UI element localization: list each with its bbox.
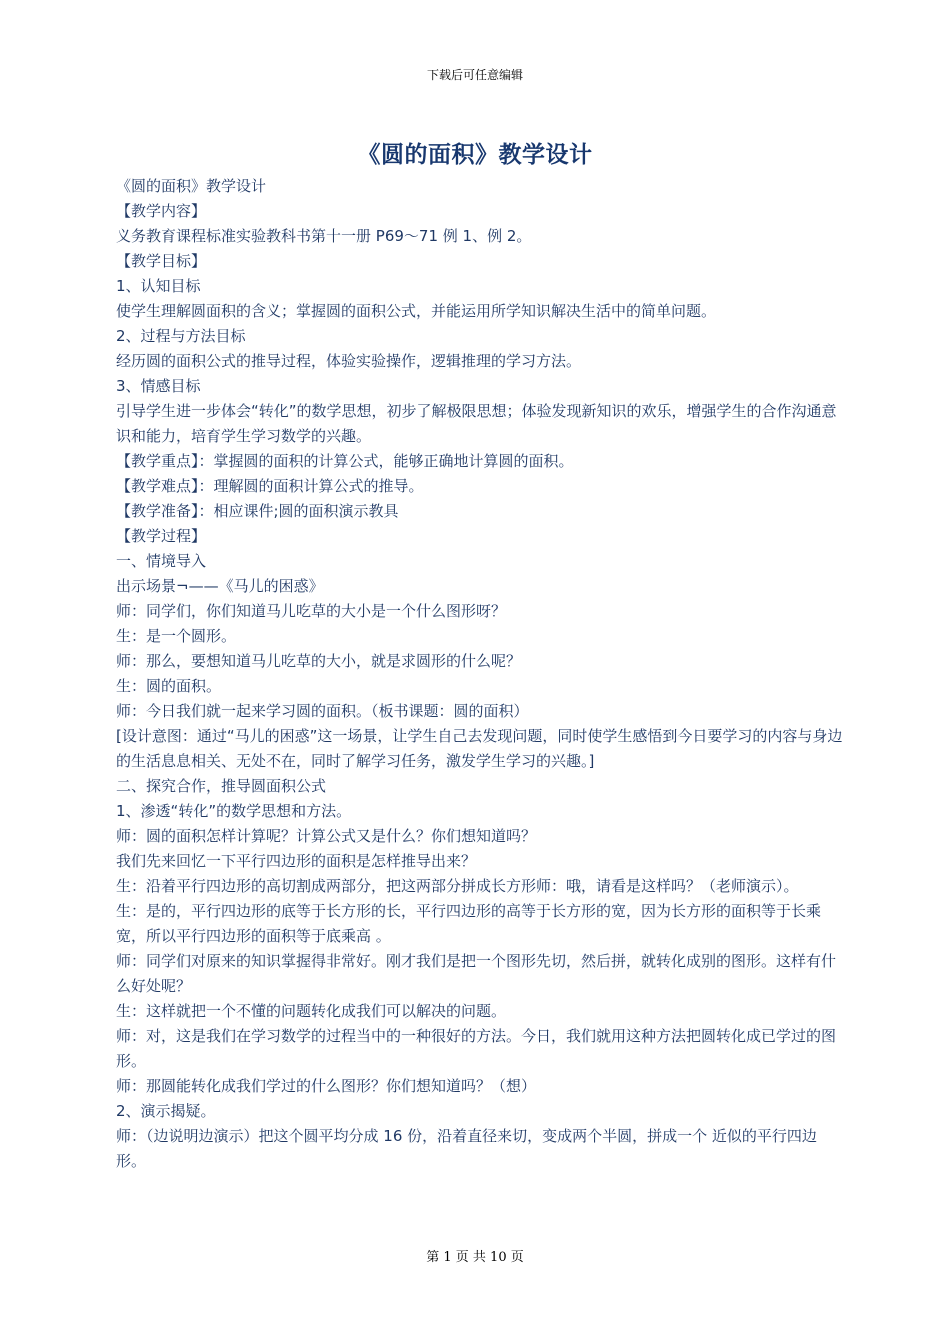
dialogue-line: 生：是的，平行四边形的底等于长方形的长，平行四边形的高等于长方形的宽，因为长方形的面积等于长乘宽，所以平行四边形的面积等于底乘高 。 (116, 902, 822, 945)
subheading: 1、渗透“转化”的数学思想和方法。 (116, 802, 352, 820)
paragraph: 【教学难点】：理解圆的面积计算公式的推导。 (116, 477, 424, 495)
subheading: 2、过程与方法目标 (116, 327, 246, 345)
dialogue-line: 师：今日我们就一起来学习圆的面积。（板书课题：圆的面积） (116, 702, 529, 720)
section-heading: 【教学内容】 (116, 202, 207, 220)
subheading: 一、情境导入 (116, 552, 207, 570)
dialogue-line: 师：那么，要想知道马儿吃草的大小，就是求圆形的什么呢？ (116, 652, 522, 670)
paragraph: 出示场景¬——《马儿的困惑》 (116, 577, 324, 595)
paragraph: 【教学准备】：相应课件;圆的面积演示教具 (116, 502, 399, 520)
dialogue-line: 师：圆的面积怎样计算呢？计算公式又是什么？你们想知道吗？ (116, 827, 537, 845)
document-body (116, 174, 846, 1174)
dialogue-line: 生：是一个圆形。 (116, 627, 237, 645)
paragraph: 【教学重点】：掌握圆的面积的计算公式，能够正确地计算圆的面积。 (116, 452, 574, 470)
paragraph: 我们先来回忆一下平行四边形的面积是怎样推导出来？ (116, 852, 477, 870)
section-heading: 【教学目标】 (116, 252, 207, 270)
header-note: 下载后可任意编辑 (426, 68, 523, 82)
section-heading: 【教学过程】 (116, 527, 207, 545)
dialogue-line: 生：沿着平行四边形的高切割成两部分，把这两部分拼成长方形师：哦，请看是这样吗？（老师演示）。 (116, 877, 799, 895)
dialogue-line: 师：对，这是我们在学习数学的过程当中的一种很好的方法。今日，我们就用这种方法把圆转化成已学过的图形。 (116, 1027, 837, 1070)
subheading: 3、情感目标 (116, 377, 201, 395)
paragraph: 使学生理解圆面积的含义；掌握圆的面积公式，并能运用所学知识解决生活中的简单问题。 (116, 302, 717, 320)
dialogue-line: 生：圆的面积。 (116, 677, 222, 695)
dialogue-line: 师：那圆能转化成我们学过的什么图形？你们想知道吗？（想） (116, 1077, 537, 1095)
dialogue-line: 生：这样就把一个不懂的问题转化成我们可以解决的问题。 (116, 1002, 507, 1020)
subheading: 二、探究合作，推导圆面积公式 (116, 777, 327, 795)
paragraph: 义务教育课程标准实验教科书第十一册 P69～71 例 1、例 2。 (116, 227, 532, 245)
document-title: 《圆的面积》教学设计 (357, 142, 593, 168)
subheading: 1、认知目标 (116, 277, 201, 295)
subheading: 2、演示揭疑。 (116, 1102, 216, 1120)
page-footer: 第 1 页 共 10 页 (426, 1250, 524, 1265)
dialogue-line: 师：同学们对原来的知识掌握得非常好。刚才我们是把一个图形先切，然后拼，就转化成别的图形。这样有什么好处呢？ (116, 952, 837, 995)
design-intent-note: [设计意图：通过“马儿的困惑”这一场景，让学生自己去发现问题，同时使学生感悟到今日要学习的内容与身边的生活息息相关、无处不在，同时了解学习任务，激发学生学习的兴趣。] (116, 727, 843, 770)
paragraph: 《圆的面积》教学设计 (116, 177, 267, 195)
dialogue-line: 师：同学们，你们知道马儿吃草的大小是一个什么图形呀？ (116, 602, 507, 620)
dialogue-line: 师：（边说明边演示）把这个圆平均分成 16 份，沿着直径来切，变成两个半圆，拼成一个 近似的平行四边形。 (116, 1127, 817, 1170)
paragraph: 引导学生进一步体会“转化”的数学思想，初步了解极限思想；体验发现新知识的欢乐，增强学生的合作沟通意识和能力，培育学生学习数学的兴趣。 (116, 402, 837, 445)
paragraph: 经历圆的面积公式的推导过程，体验实验操作，逻辑推理的学习方法。 (116, 352, 582, 370)
